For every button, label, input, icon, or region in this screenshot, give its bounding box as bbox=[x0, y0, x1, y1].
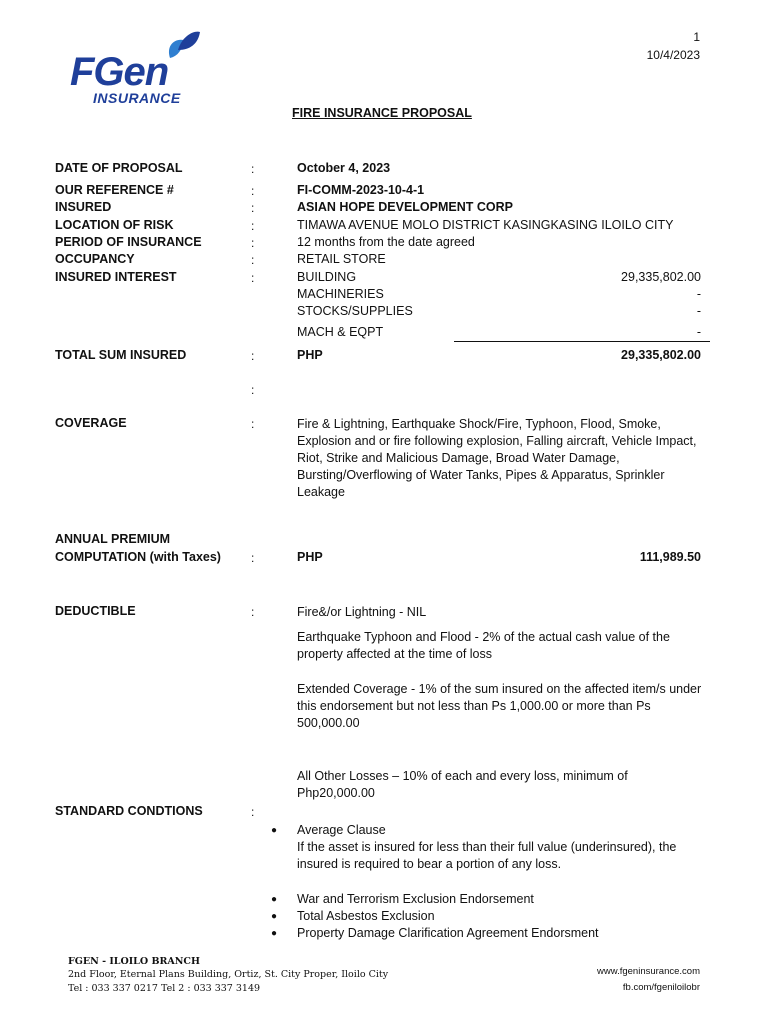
colon: : bbox=[251, 184, 255, 198]
insured-label: INSURED bbox=[55, 200, 112, 214]
bullet: ● bbox=[271, 911, 278, 922]
premium-currency: PHP bbox=[297, 550, 323, 564]
colon: : bbox=[251, 383, 255, 397]
period-of-insurance-value: 12 months from the date agreed bbox=[297, 235, 475, 249]
bullet: ● bbox=[271, 928, 278, 939]
period-of-insurance-label: PERIOD OF INSURANCE bbox=[55, 235, 202, 249]
deductible-item: Extended Coverage - 1% of the sum insured on the affected item/s under this endorsement but not less than Ps 1,000.00 or more than Ps 500,000.00 bbox=[297, 682, 702, 730]
location-of-risk-label: LOCATION OF RISK bbox=[55, 218, 174, 232]
coverage-label: COVERAGE bbox=[55, 416, 127, 430]
bullet: ● bbox=[271, 894, 278, 905]
interest-item-name: MACH & EQPT bbox=[297, 325, 384, 339]
footer-tel: Tel : 033 337 0217 Tel 2 : 033 337 3149 bbox=[68, 983, 261, 994]
company-logo: FGen bbox=[70, 50, 169, 94]
our-reference-label: OUR REFERENCE # bbox=[55, 183, 174, 197]
deductible-item: Fire&/or Lightning - NIL bbox=[297, 605, 427, 619]
average-clause-text: If the asset is insured for less than their full value (underinsured), the insured is required to bear a portion of any loss. bbox=[297, 840, 677, 871]
page-date: 10/4/2023 bbox=[646, 48, 700, 62]
our-reference-value: FI-COMM-2023-10-4-1 bbox=[297, 183, 425, 197]
colon: : bbox=[251, 236, 255, 250]
occupancy-value: RETAIL STORE bbox=[297, 252, 386, 266]
condition-item: Property Damage Clarification Agreement Endorsment bbox=[297, 926, 599, 940]
average-clause-title: Average Clause bbox=[297, 823, 386, 837]
insured-value: ASIAN HOPE DEVELOPMENT CORP bbox=[297, 200, 513, 214]
footer-branch: FGEN - ILOILO BRANCH bbox=[68, 956, 200, 967]
interest-item-name: STOCKS/SUPPLIES bbox=[297, 304, 413, 318]
colon: : bbox=[251, 271, 255, 285]
footer-facebook-link[interactable]: fb.com/fgeniloilobr bbox=[622, 982, 700, 993]
total-currency: PHP bbox=[297, 348, 323, 362]
document-title: FIRE INSURANCE PROPOSAL bbox=[292, 106, 472, 120]
location-of-risk-value: TIMAWA AVENUE MOLO DISTRICT KASINGKASING ILOILO CITY bbox=[297, 218, 674, 232]
page-number: 1 bbox=[693, 30, 700, 44]
footer-address: 2nd Floor, Eternal Plans Building, Ortiz, St. City Proper, Iloilo City bbox=[68, 969, 389, 980]
coverage-text: Fire & Lightning, Earthquake Shock/Fire, Typhoon, Flood, Smoke, Explosion and or fire following explosion, Falling aircraft, Vehicle Impact, Riot, Strike and Malicious Damage, Broad Water Damage, Bursting/Overflowing of Water Tanks, Pipes & Apparatus, Sprinkler Leakage bbox=[297, 417, 697, 499]
colon: : bbox=[251, 162, 255, 176]
standard-conditions-label: STANDARD CONDTIONS bbox=[55, 804, 203, 818]
deductible-label: DEDUCTIBLE bbox=[55, 604, 136, 618]
interest-item-amount: - bbox=[696, 304, 701, 318]
total-amount: 29,335,802.00 bbox=[621, 348, 701, 362]
footer-website-link[interactable]: www.fgeninsurance.com bbox=[597, 966, 700, 977]
colon: : bbox=[251, 605, 255, 619]
colon: : bbox=[251, 201, 255, 215]
colon: : bbox=[251, 349, 255, 363]
occupancy-label: OCCUPANCY bbox=[55, 252, 135, 266]
colon: : bbox=[251, 805, 255, 819]
interest-item-amount: - bbox=[696, 287, 701, 301]
interest-item-amount: - bbox=[696, 325, 701, 339]
leaf-icon bbox=[160, 28, 202, 64]
interest-item-amount: 29,335,802.00 bbox=[621, 270, 701, 284]
deductible-item: Earthquake Typhoon and Flood - 2% of the actual cash value of the property affected at the time of loss bbox=[297, 630, 670, 661]
interest-item-name: MACHINERIES bbox=[297, 287, 384, 301]
colon: : bbox=[251, 417, 255, 431]
premium-label-line1: ANNUAL PREMIUM bbox=[55, 532, 171, 546]
condition-item: Total Asbestos Exclusion bbox=[297, 909, 435, 923]
total-sum-insured-label: TOTAL SUM INSURED bbox=[55, 348, 187, 362]
bullet: ● bbox=[271, 825, 278, 836]
insured-interest-label: INSURED INTEREST bbox=[55, 270, 177, 284]
colon: : bbox=[251, 551, 255, 565]
interest-item-name: BUILDING bbox=[297, 270, 357, 284]
premium-label-line2: COMPUTATION (with Taxes) bbox=[55, 550, 221, 564]
deductible-item: All Other Losses – 10% of each and every loss, minimum of Php20,000.00 bbox=[297, 769, 628, 800]
date-of-proposal-value: October 4, 2023 bbox=[297, 161, 391, 175]
colon: : bbox=[251, 253, 255, 267]
company-logo-subtitle: INSURANCE bbox=[93, 90, 181, 106]
total-rule bbox=[454, 341, 710, 342]
date-of-proposal-label: DATE OF PROPOSAL bbox=[55, 161, 183, 175]
colon: : bbox=[251, 219, 255, 233]
condition-item: War and Terrorism Exclusion Endorsement bbox=[297, 892, 534, 906]
premium-amount: 111,989.50 bbox=[639, 550, 701, 564]
